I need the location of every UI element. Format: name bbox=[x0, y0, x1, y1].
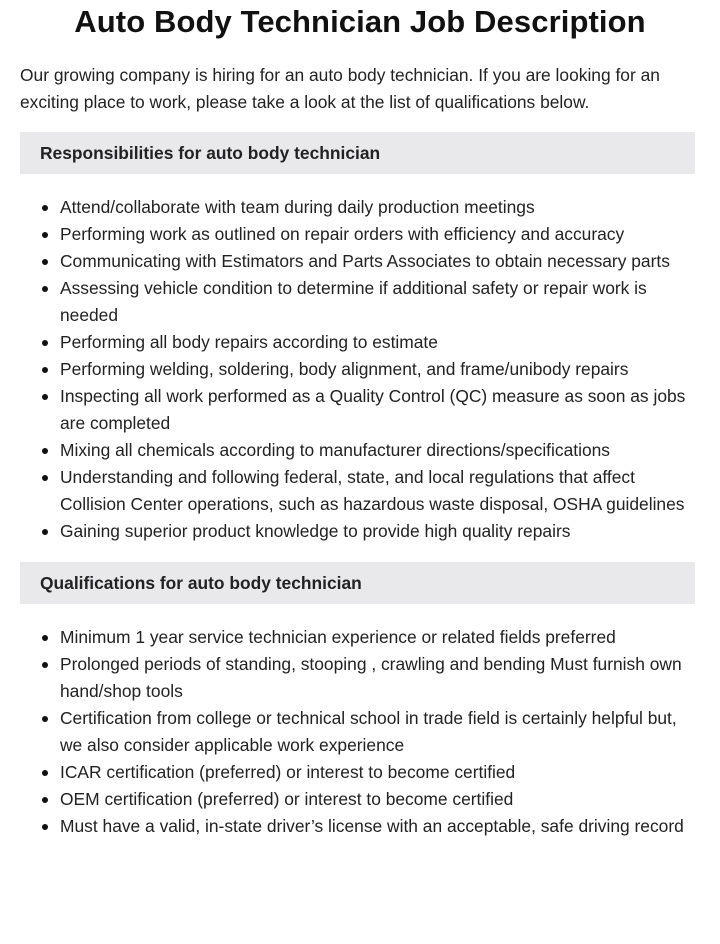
list-item: Understanding and following federal, state, and local regulations that affect Collision Center operations, such as hazardous waste disposal, OSHA guidelines bbox=[60, 464, 692, 518]
list-item: ICAR certification (preferred) or interest to become certified bbox=[60, 759, 692, 786]
list-item: Performing welding, soldering, body alignment, and frame/unibody repairs bbox=[60, 356, 692, 383]
list-item: Assessing vehicle condition to determine if additional safety or repair work is needed bbox=[60, 275, 692, 329]
responsibilities-header bbox=[20, 132, 695, 174]
list-item: Mixing all chemicals according to manufacturer directions/specifications bbox=[60, 437, 692, 464]
list-item: Prolonged periods of standing, stooping , crawling and bending Must furnish own hand/shop tools bbox=[60, 651, 692, 705]
list-item: Inspecting all work performed as a Quality Control (QC) measure as soon as jobs are completed bbox=[60, 383, 692, 437]
responsibilities-list bbox=[60, 194, 692, 545]
qualifications-header bbox=[20, 562, 695, 604]
list-item: Communicating with Estimators and Parts Associates to obtain necessary parts bbox=[60, 248, 692, 275]
list-item: Gaining superior product knowledge to provide high quality repairs bbox=[60, 518, 692, 545]
qualifications-list bbox=[60, 624, 692, 840]
responsibilities-heading: Responsibilities for auto body technician bbox=[40, 142, 381, 163]
list-item: Certification from college or technical school in trade field is certainly helpful but, we also consider applicable work experience bbox=[60, 705, 692, 759]
list-item: Performing all body repairs according to estimate bbox=[60, 329, 692, 356]
list-item: Attend/collaborate with team during daily production meetings bbox=[60, 194, 692, 221]
intro-paragraph: Our growing company is hiring for an auto body technician. If you are looking for an exciting place to work, please take a look at the list of qualifications below. bbox=[20, 65, 660, 112]
list-item: OEM certification (preferred) or interest to become certified bbox=[60, 786, 692, 813]
qualifications-heading: Qualifications for auto body technician bbox=[40, 572, 362, 593]
list-item: Performing work as outlined on repair orders with efficiency and accuracy bbox=[60, 221, 692, 248]
page-title: Auto Body Technician Job Description bbox=[74, 4, 646, 39]
list-item: Minimum 1 year service technician experience or related fields preferred bbox=[60, 624, 692, 651]
list-item: Must have a valid, in-state driver’s license with an acceptable, safe driving record bbox=[60, 813, 692, 840]
